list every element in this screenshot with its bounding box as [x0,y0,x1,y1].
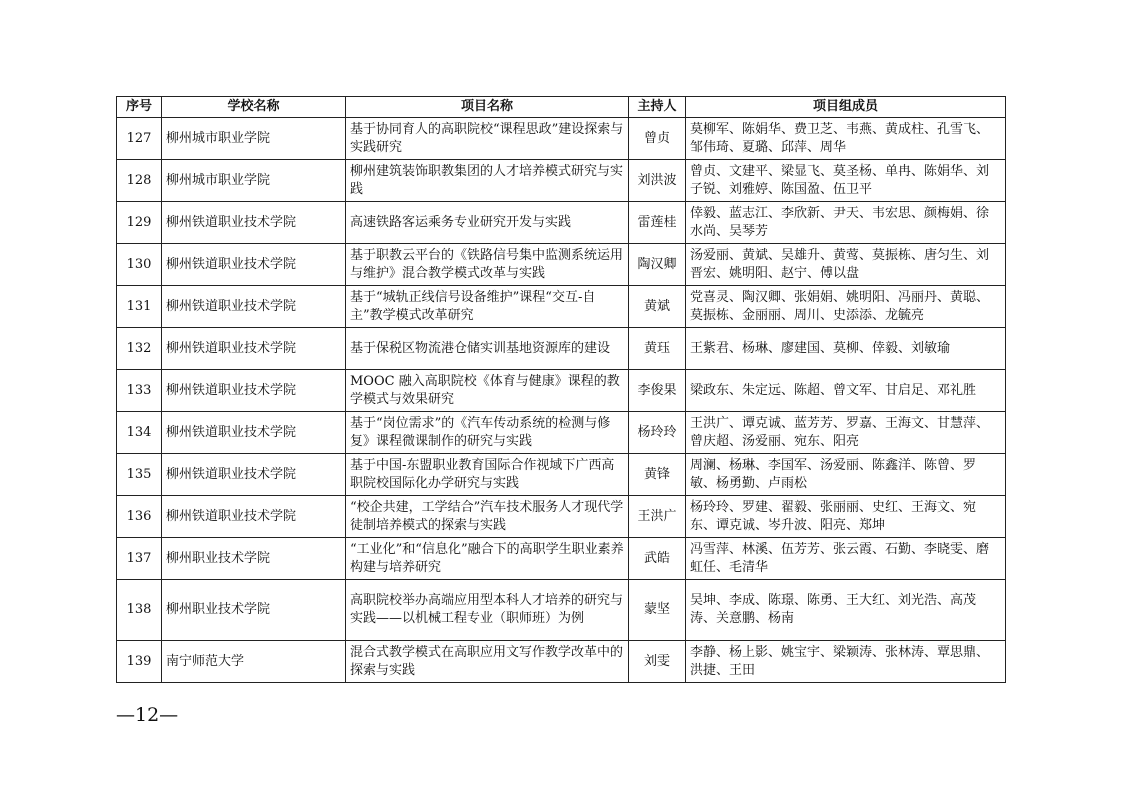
member-list: 王洪广、谭克诚、蓝芳芳、罗嘉、王海文、甘慧萍、曾庆超、汤爱丽、宛东、阳亮 [686,412,1006,454]
school-name: 南宁师范大学 [162,641,346,683]
school-name: 柳州职业技术学院 [162,580,346,641]
member-list: 曾贞、文建平、梁显飞、莫圣杨、单冉、陈娟华、刘子锐、刘雅婷、陈国盈、伍卫平 [686,160,1006,202]
table-body [117,118,1006,683]
member-list: 王紫君、杨琳、廖建国、莫柳、倖毅、刘敏瑜 [686,328,1006,370]
table-row [117,412,1006,454]
row-number: 133 [117,370,162,412]
host-name: 雷莲桂 [629,202,686,244]
header-members: 项目组成员 [686,97,1006,118]
header-project: 项目名称 [346,97,629,118]
school-name: 柳州城市职业学院 [162,160,346,202]
table-row [117,538,1006,580]
table-row [117,328,1006,370]
row-number: 137 [117,538,162,580]
project-name: MOOC 融入高职院校《体育与健康》课程的教学模式与效果研究 [346,370,629,412]
host-name: 蒙坚 [629,580,686,641]
project-table [116,96,1006,683]
project-name: 柳州建筑装饰职教集团的人才培养模式研究与实践 [346,160,629,202]
table-row [117,454,1006,496]
school-name: 柳州职业技术学院 [162,538,346,580]
project-name: 基于职教云平台的《铁路信号集中监测系统运用与维护》混合教学模式改革与实践 [346,244,629,286]
header-host: 主持人 [629,97,686,118]
table-row [117,202,1006,244]
host-name: 李俊果 [629,370,686,412]
member-list: 吴坤、李成、陈璟、陈勇、王大红、刘光浩、高茂涛、关意鹏、杨南 [686,580,1006,641]
school-name: 柳州铁道职业技术学院 [162,202,346,244]
member-list: 党喜灵、陶汉卿、张娟娟、姚明阳、冯丽丹、黄聪、莫振栋、金丽丽、周川、史添添、龙毓亮 [686,286,1006,328]
project-name: 基于“岗位需求”的《汽车传动系统的检测与修复》课程微课制作的研究与实践 [346,412,629,454]
row-number: 134 [117,412,162,454]
table-row [117,286,1006,328]
host-name: 刘洪波 [629,160,686,202]
project-name: 混合式教学模式在高职应用文写作教学改革中的探索与实践 [346,641,629,683]
table-header-row [117,97,1006,118]
row-number: 139 [117,641,162,683]
header-no: 序号 [117,97,162,118]
project-name: 基于保税区物流港仓储实训基地资源库的建设 [346,328,629,370]
header-school: 学校名称 [162,97,346,118]
row-number: 136 [117,496,162,538]
member-list: 李静、杨上影、姚宝宇、梁颖涛、张林涛、覃思鼎、洪捷、王田 [686,641,1006,683]
host-name: 刘雯 [629,641,686,683]
school-name: 柳州铁道职业技术学院 [162,370,346,412]
host-name: 王洪广 [629,496,686,538]
row-number: 135 [117,454,162,496]
project-name: 高速铁路客运乘务专业研究开发与实践 [346,202,629,244]
project-name: “工业化”和“信息化”融合下的高职学生职业素养构建与培养研究 [346,538,629,580]
host-name: 曾贞 [629,118,686,160]
school-name: 柳州铁道职业技术学院 [162,244,346,286]
page-number: —12— [116,704,179,726]
school-name: 柳州铁道职业技术学院 [162,496,346,538]
host-name: 黄锋 [629,454,686,496]
member-list: 冯雪萍、林溪、伍芳芳、张云霞、石勤、李晓雯、磨虹任、毛清华 [686,538,1006,580]
project-name: 基于协同育人的高职院校“课程思政”建设探索与实践研究 [346,118,629,160]
table-row [117,244,1006,286]
row-number: 127 [117,118,162,160]
project-name: 基于中国-东盟职业教育国际合作视域下广西高职院校国际化办学研究与实践 [346,454,629,496]
school-name: 柳州铁道职业技术学院 [162,412,346,454]
row-number: 132 [117,328,162,370]
table-row [117,496,1006,538]
row-number: 129 [117,202,162,244]
school-name: 柳州铁道职业技术学院 [162,328,346,370]
host-name: 陶汉卿 [629,244,686,286]
member-list: 杨玲玲、罗建、翟毅、张丽丽、史红、王海文、宛东、谭克诚、岑升波、阳亮、郑坤 [686,496,1006,538]
member-list: 梁政东、朱定远、陈超、曾文军、甘启足、邓礼胜 [686,370,1006,412]
school-name: 柳州城市职业学院 [162,118,346,160]
project-name: “校企共建，工学结合”汽车技术服务人才现代学徒制培养模式的探索与实践 [346,496,629,538]
row-number: 138 [117,580,162,641]
host-name: 杨玲玲 [629,412,686,454]
row-number: 130 [117,244,162,286]
table-row [117,580,1006,641]
table-row [117,370,1006,412]
host-name: 黄珏 [629,328,686,370]
table-row [117,641,1006,683]
school-name: 柳州铁道职业技术学院 [162,286,346,328]
row-number: 128 [117,160,162,202]
project-name: 基于“城轨正线信号设备维护”课程“交互-自主”教学模式改革研究 [346,286,629,328]
school-name: 柳州铁道职业技术学院 [162,454,346,496]
host-name: 武皓 [629,538,686,580]
row-number: 131 [117,286,162,328]
table-row [117,118,1006,160]
member-list: 倖毅、蓝志江、李欣新、尹天、韦宏思、颜梅娟、徐水尚、吴琴芳 [686,202,1006,244]
member-list: 周澜、杨琳、李国军、汤爱丽、陈鑫洋、陈曾、罗敏、杨勇勤、卢雨松 [686,454,1006,496]
member-list: 莫柳军、陈娟华、费卫芝、韦燕、黄成柱、孔雪飞、邹伟琦、夏璐、邱萍、周华 [686,118,1006,160]
project-name: 高职院校举办高端应用型本科人才培养的研究与实践——以机械工程专业（职师班）为例 [346,580,629,641]
table-row [117,160,1006,202]
host-name: 黄斌 [629,286,686,328]
member-list: 汤爱丽、黄斌、吴雄升、黄莺、莫振栋、唐匀生、刘晋宏、姚明阳、赵宁、傅以盘 [686,244,1006,286]
